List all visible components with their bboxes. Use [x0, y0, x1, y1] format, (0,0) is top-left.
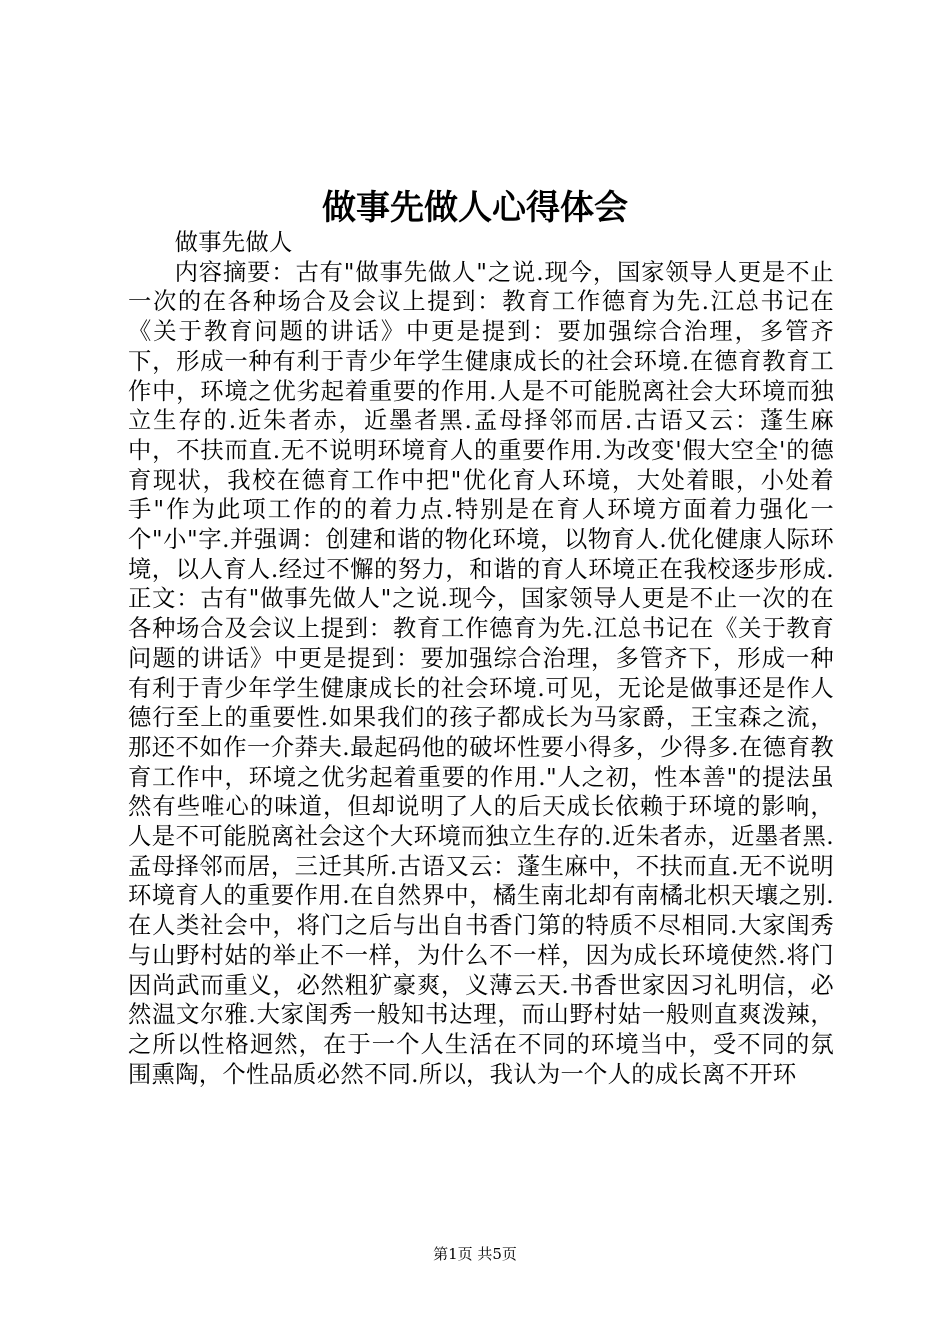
page-title: 做事先做人心得体会: [322, 188, 628, 228]
paragraph-main: 内容摘要：古有"做事先做人"之说.现今，国家领导人更是不止一次的在各种场合及会议上提到：教育工作德育为先.江总书记在《关于教育问题的讲话》中更是提到：要加强综合治理，多管齐下，形成一种有利于青少年学生健康成长的社会环境.在德育教育工作中，环境之优劣起着重要的作用.人是不可能脱离社会大环境而独立生存的.近朱者赤，近墨者黑.孟母择邻而居.古语又云：蓬生麻中，不扶而直.无不说明环境育人的重要作用.为改变'假大空全'的德育现状，我校在德育工作中把"优化育人环境，大处着眼，小处着手"作为此项工作的的着力点.特别是在育人环境方面着力强化一个"小"字.并强调：创建和谐的物化环境，以物育人.优化健康人际环境，以人育人.经过不懈的努力，和谐的育人环境正在我校逐步形成.正文：古有"做事先做人"之说.现今，国家领导人更是不止一次的在各种场合及会议上提到：教育工作德育为先.江总书记在《关于教育问题的讲话》中更是提到：要加强综合治理，多管齐下，形成一种有利于青少年学生健康成长的社会环境.可见，无论是做事还是作人德行至上的重要性.如果我们的孩子都成长为马家爵，王宝森之流，那还不如作一介莽夫.最起码他的破坏性要小得多，少得多.在德育教育工作中，环境之优劣起着重要的作用."人之初，性本善"的提法虽然有些唯心的味道，但却说明了人的后天成长依赖于环境的影响，人是不可能脱离社会这个大环境而独立生存的.近朱者赤，近墨者黑.孟母择邻而居，三迁其所.古语又云：蓬生麻中，不扶而直.无不说明环境育人的重要作用.在自然界中，橘生南北却有南橘北枳天壤之别.在人类社会中，将门之后与出自书香门第的特质不尽相同.大家闺秀与山野村姑的举止不一样，为什么不一样，因为成长环境使然.将门因尚武而重义，必然粗犷豪爽，义薄云天.书香世家因习礼明信，必然温文尔雅.大家闺秀一般知书达理，而山野村姑一般则直爽泼辣，之所以性格迥然，在于一个人生活在不同的环境当中，受不同的氛围熏陶，个性品质必然不同.所以，我认为一个人的成长离不开环: [128, 258, 834, 1088]
document-body: [128, 228, 834, 1089]
paragraph-subtitle: 做事先做人: [174, 229, 293, 256]
page-footer: 第1页 共5页: [433, 1245, 517, 1263]
